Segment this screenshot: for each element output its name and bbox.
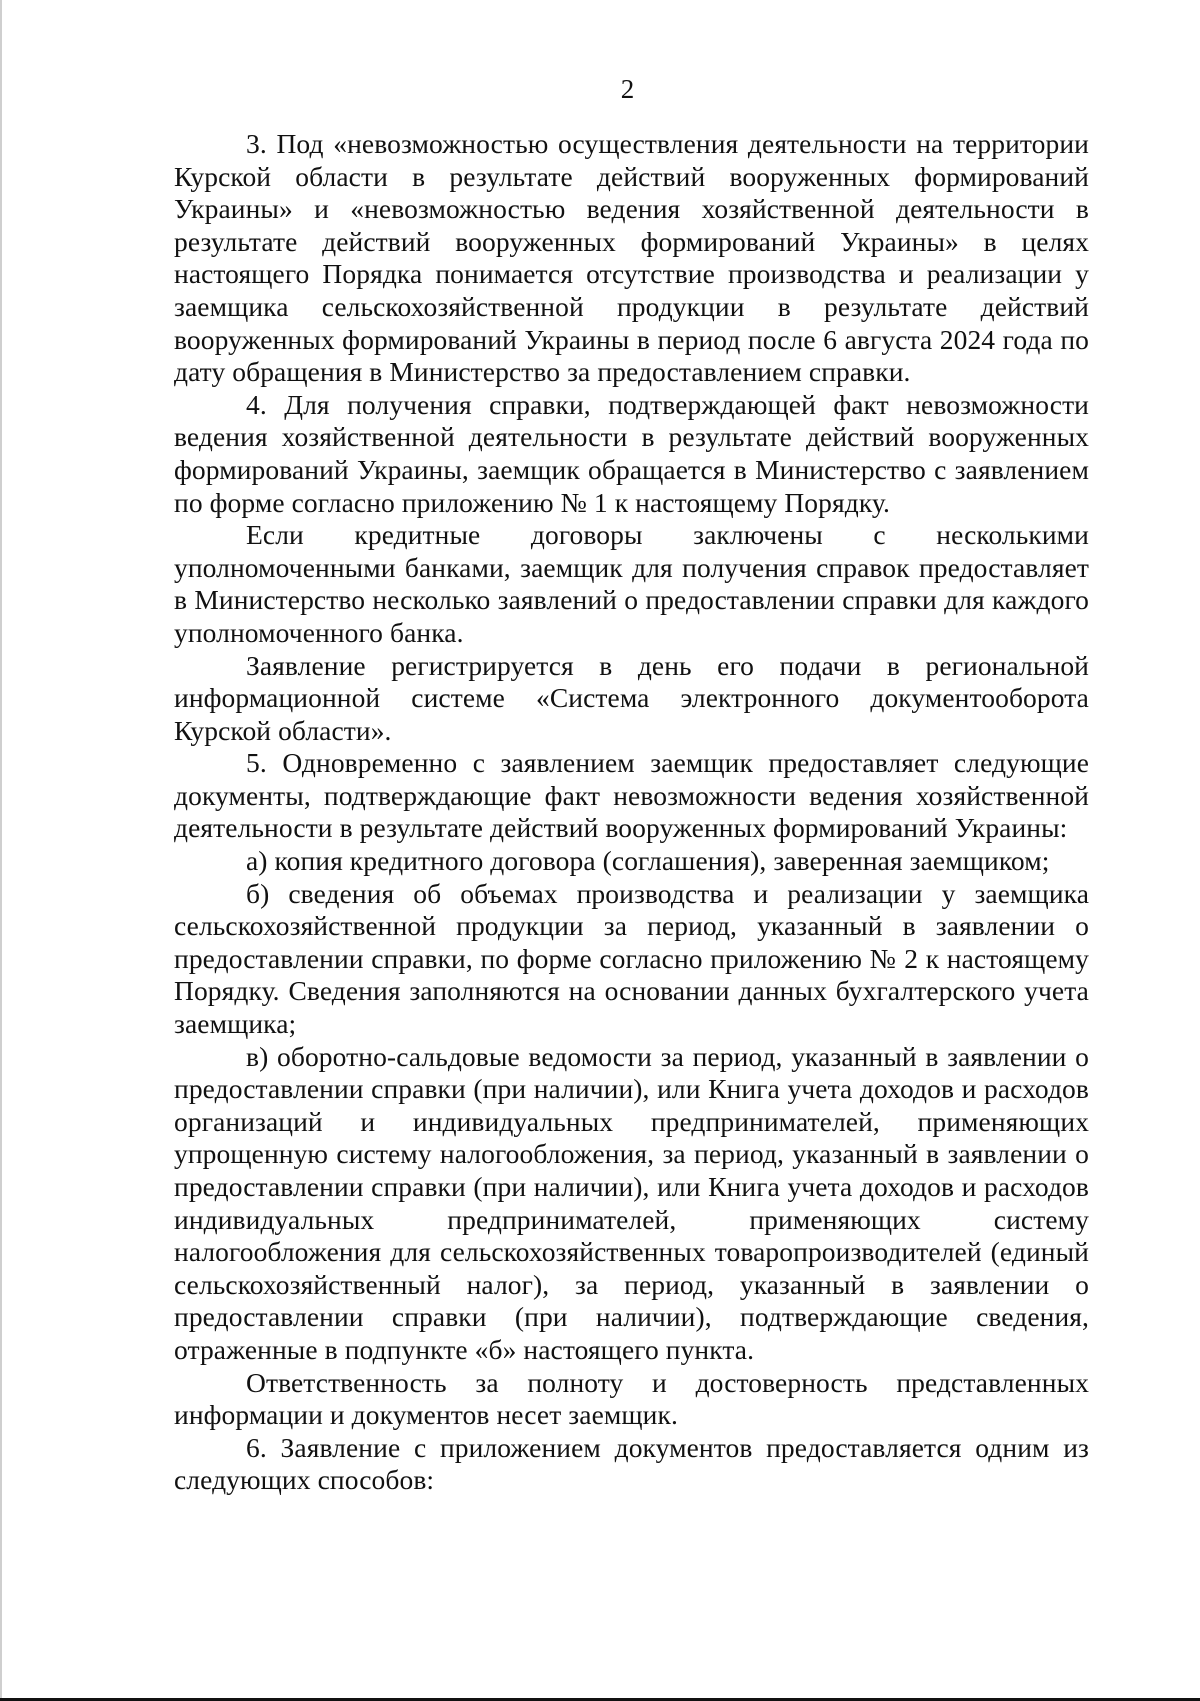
scan-left-edge (0, 0, 2, 1701)
page-number: 2 (620, 74, 635, 104)
paragraph-5-item-b: б) сведения об объемах производства и реализации у заемщика сельскохозяйственной продукции за период, указанный в заявлении о предоставлении справки, по форме согласно приложению № 2 к настоящему Порядку. Сведения заполняются на основании данных бухгалтерского учета заемщика; (174, 877, 1089, 1040)
paragraph-5-responsibility: Ответственность за полноту и достоверность представленных информации и документов несет заемщик. (174, 1366, 1089, 1431)
paragraph-3: 3. Под «невозможностью осуществления деятельности на территории Курской области в результате действий вооруженных формирований Украины» и «невозможностью ведения хозяйственной деятельности в результате действий вооруженных формирований Украины» в целях настоящего Порядка понимается отсутствие производства и реализации у заемщика сельскохозяйственной продукции в результате действий вооруженных формирований Украины в период после 6 августа 2024 года по дату обращения в Министерство за предоставлением справки. (174, 128, 1089, 388)
paragraph-5-item-a: а) копия кредитного договора (соглашения), заверенная заемщиком; (246, 845, 1050, 877)
paragraph-4: 4. Для получения справки, подтверждающей факт невозможности ведения хозяйственной деятельности в результате действий вооруженных формирований Украины, заемщик обращается в Министерство с заявлением по форме согласно приложению № 1 к настоящему Порядку. (174, 388, 1089, 518)
paragraph-6: 6. Заявление с приложением документов предоставляется одним из следующих способов: (174, 1431, 1089, 1496)
document-body (174, 128, 1089, 1497)
paragraph-5: 5. Одновременно с заявлением заемщик предоставляет следующие документы, подтверждающие факт невозможности ведения хозяйственной деятельности в результате действий вооруженных формирований Украины: (174, 747, 1089, 844)
paragraph-4-registration: Заявление регистрируется в день его подачи в региональной информационной системе «Система электронного документооборота Курской области». (174, 649, 1089, 746)
paragraph-5-item-v: в) оборотно-сальдовые ведомости за период, указанный в заявлении о предоставлении справки (при наличии), или Книга учета доходов и расходов организаций и индивидуальных предпринимателей, применяющих упрощенную систему налогообложения, за период, указанный в заявлении о предоставлении справки (при наличии), или Книга учета доходов и расходов индивидуальных предпринимателей, применяющих систему налогообложения для сельскохозяйственных товаропроизводителей (единый сельскохозяйственный налог), за период, указанный в заявлении о предоставлении справки (при наличии), подтверждающие сведения, отраженные в подпункте «б» настоящего пункта. (174, 1040, 1089, 1365)
paragraph-4-multiple-banks: Если кредитные договоры заключены с несколькими уполномоченными банками, заемщик для получения справок предоставляет в Министерство несколько заявлений о предоставлении справки для каждого уполномоченного банка. (174, 519, 1089, 648)
